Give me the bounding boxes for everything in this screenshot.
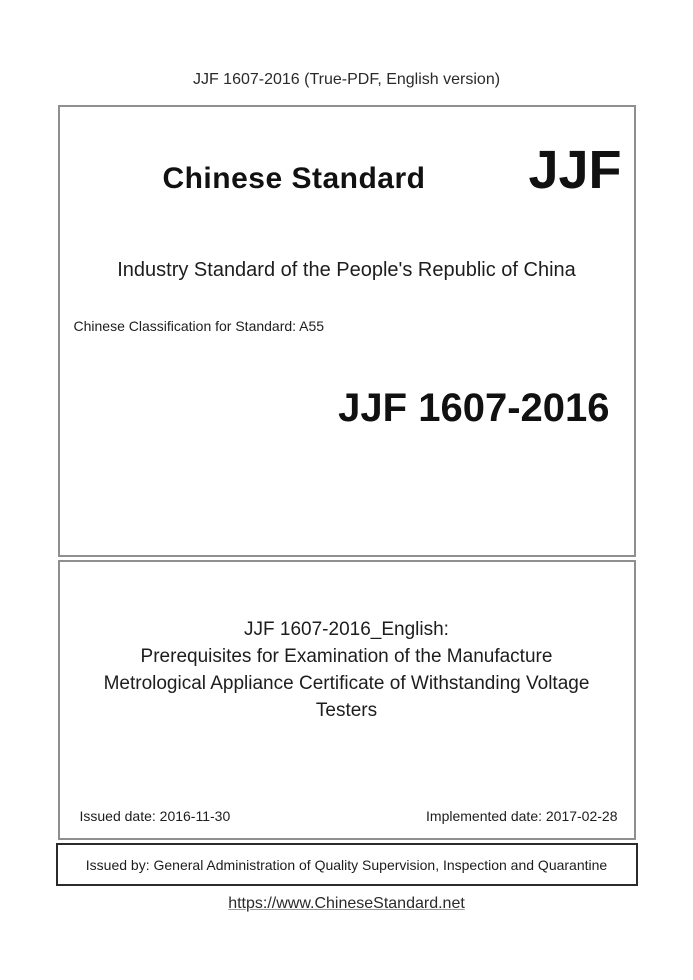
issuer-bar [56, 843, 638, 886]
standard-number: JJF 1607-2016 [338, 386, 610, 430]
document-header-text: JJF 1607-2016 (True-PDF, English version) [192, 71, 501, 88]
classification-line: Chinese Classification for Standard: A55 [73, 318, 325, 334]
standard-type-line: Industry Standard of the People's Republic of China [117, 259, 576, 281]
standard-title-block [60, 562, 634, 724]
issuer-text: Issued by: General Administration of Quality Supervision, Inspection and Quarantine [85, 856, 608, 873]
standard-title-line-1: JJF 1607-2016_English: [244, 619, 449, 640]
cover-title-panel [58, 560, 636, 840]
footer [0, 895, 693, 913]
standard-title-line-2: Prerequisites for Examination of the Manufacture [140, 646, 553, 667]
standard-title-line-3: Metrological Appliance Certificate of Withstanding Voltage [103, 673, 590, 694]
jjf-logo: JJF [528, 140, 622, 200]
dates-row [80, 808, 618, 824]
standard-title-line-4: Testers [315, 700, 378, 721]
implemented-date: Implemented date: 2017-02-28 [426, 808, 618, 824]
brand-title: Chinese Standard [162, 162, 426, 195]
footer-link[interactable]: https://www.ChineseStandard.net [228, 895, 465, 912]
issued-date: Issued date: 2016-11-30 [79, 808, 231, 824]
brand-row [60, 107, 634, 200]
cover-top-panel [58, 105, 636, 557]
